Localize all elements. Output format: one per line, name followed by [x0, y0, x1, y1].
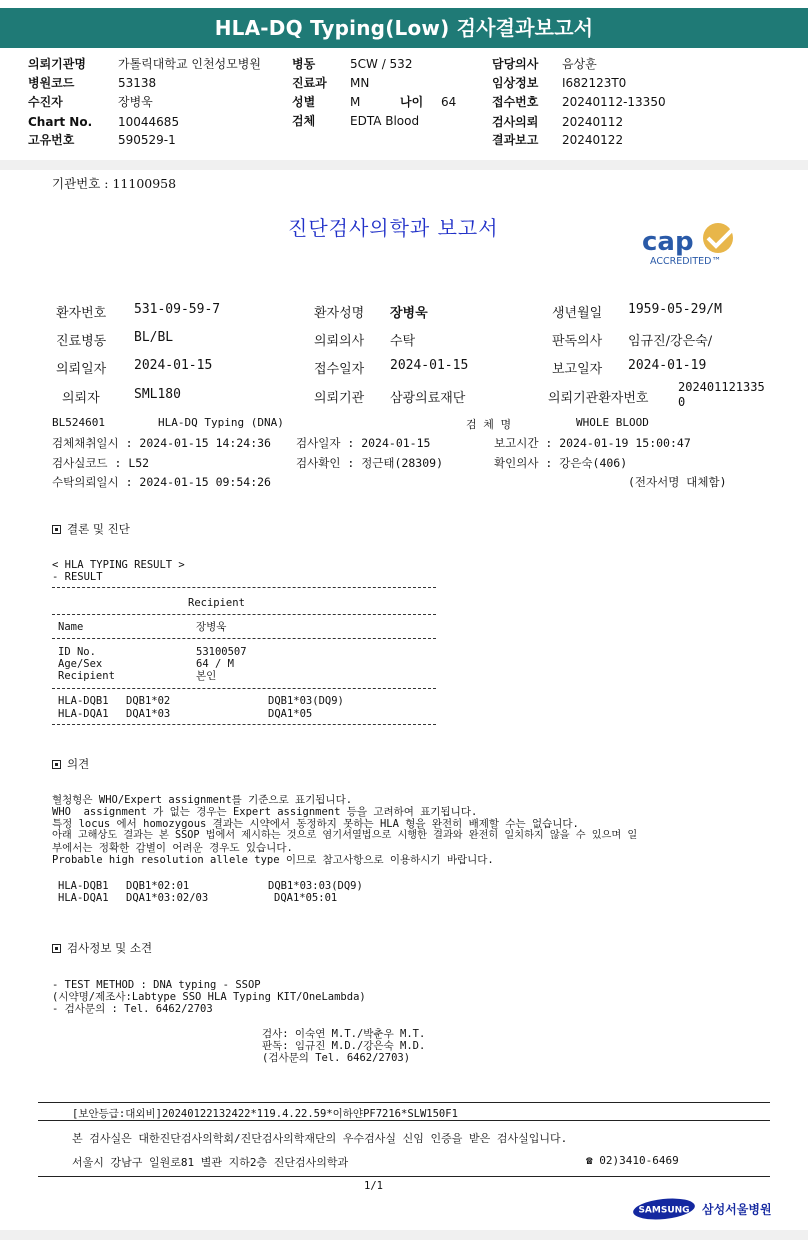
signer-line: (검사문의 Tel. 6462/2703) [262, 1052, 411, 1064]
patient-label: 의뢰기관환자번호 [548, 391, 649, 406]
section-bullet-icon [52, 525, 61, 534]
allele-2: DQB1*03:03(DQ9) [268, 880, 363, 892]
header-label: 결과보고 [492, 133, 539, 147]
lab-phone: ☎ 02)3410-6469 [586, 1154, 679, 1167]
method-line: (시약명/제조사:Labtype SSO HLA Typing KIT/OneLambda) [52, 991, 366, 1003]
header-label: 검체 [292, 114, 316, 128]
header-label: 접수번호 [492, 95, 539, 109]
id-label: ID No. [58, 646, 96, 658]
opinion-line: 아래 고해상도 결과는 본 SSOP 법에서 제시하는 것으로 염기서열법으로 시행한 결과와 완전히 일치하지 않을 수 있으며 일 [52, 830, 638, 841]
patient-label: 환자번호 [56, 306, 107, 321]
table-divider [52, 614, 436, 615]
section-heading-opinion [52, 756, 89, 772]
section-heading-conclusion [52, 521, 130, 537]
locus-label: HLA-DQB1 [58, 880, 109, 892]
method-line: - TEST METHOD : DNA typing - SSOP [52, 979, 261, 991]
header-value: 10044685 [118, 115, 180, 129]
header-label: 병동 [292, 57, 316, 71]
section-heading-label: 검사정보 및 소견 [67, 941, 153, 955]
signer-line: 검사: 이숙연 M.T./박춘우 M.T. [262, 1028, 426, 1040]
header-value: 20240122 [562, 133, 624, 147]
specimen-value: WHOLE BLOOD [576, 416, 649, 429]
opinion-line: 특정 locus 에서 homozygous 결과는 시약에서 동정하지 못하는 HLA 형을 완전히 배제할 수는 없습니다. [52, 818, 579, 830]
header-label: 진료과 [292, 76, 327, 90]
patient-label: 보고일자 [552, 362, 603, 377]
section-heading-test-info [52, 940, 152, 956]
name-label: Name [58, 621, 84, 633]
name-value: 장병욱 [196, 621, 227, 633]
header-value: 음상훈 [562, 57, 597, 71]
header-label: 병원코드 [28, 76, 75, 90]
table-divider [52, 688, 436, 689]
patient-label: 의뢰일자 [56, 362, 107, 377]
lab-code: 검사실코드 : L52 [52, 456, 150, 470]
header-value: M [350, 95, 361, 109]
opinion-line: WHO assignment 가 없는 경우는 Expert assignment 등을 고려하여 표기됩니다. [52, 806, 478, 818]
id-value: 53100507 [196, 646, 247, 658]
header-label: 나이 [400, 95, 424, 109]
signer-line: 판독: 임규진 M.D./강은숙 M.D. [262, 1040, 426, 1052]
footer-rule [38, 1176, 770, 1177]
section-bullet-icon [52, 760, 61, 769]
result-title: < HLA TYPING RESULT > [52, 559, 185, 571]
patient-value: BL/BL [134, 330, 174, 345]
table-divider [52, 724, 436, 725]
header-value: 590529-1 [118, 133, 176, 147]
header-value: 5CW / 532 [350, 57, 413, 71]
allele-1: DQA1*03:02/03 [126, 892, 209, 904]
locus-label: HLA-DQA1 [58, 892, 109, 904]
patient-label: 환자성명 [314, 306, 365, 321]
patient-label: 생년월일 [552, 306, 603, 321]
cap-logo-text: cap [642, 227, 694, 257]
header-value: 장병욱 [118, 95, 153, 109]
header-value: 53138 [118, 76, 157, 90]
referral-time: 수탁의뢰일시 : 2024-01-15 09:54:26 [52, 475, 271, 489]
section-heading-label: 의견 [67, 757, 90, 771]
samsung-brand-text: SAMSUNG [638, 1205, 690, 1216]
patient-value: 531-09-59-7 [134, 302, 221, 317]
agesex-value: 64 / M [196, 658, 234, 670]
header-value: I682123T0 [562, 76, 627, 90]
security-line: [보안등급:대외비]20240122132422*119.4.22.59*이하얀PF7216*SLW150F1 [72, 1108, 458, 1120]
hospital-name-text: 삼성서울병원 [702, 1202, 772, 1217]
header-value: 20240112-13350 [562, 95, 666, 109]
patient-value: 임규진/강은숙/ [628, 334, 713, 349]
header-value: 64 [441, 95, 457, 109]
patient-value: 2024-01-15 [390, 358, 469, 373]
allele-1: DQB1*02:01 [126, 880, 190, 892]
header-label: 수진자 [28, 95, 63, 109]
report-title-bar: HLA-DQ Typing(Low) 검사결과보고서 [0, 8, 808, 48]
header-label: 담당의사 [492, 57, 539, 71]
cap-logo-subtext: ACCREDITED™ [650, 256, 721, 267]
report-title: 진단검사의학과 보고서 [288, 216, 499, 240]
header-label: 의뢰기관명 [28, 57, 86, 71]
section-bullet-icon [52, 944, 61, 953]
page-number: 1/1 [364, 1180, 383, 1192]
patient-value: 삼광의료재단 [390, 391, 466, 406]
table-divider [52, 587, 436, 588]
footer-rule [38, 1102, 770, 1103]
recipient-header: Recipient [188, 597, 245, 609]
allele-1: DQB1*02 [126, 695, 171, 707]
allele-2: DQB1*03(DQ9) [268, 695, 344, 707]
patient-value: 202401121335 [678, 380, 765, 394]
header-value: EDTA Blood [350, 114, 420, 128]
section-heading-label: 결론 및 진단 [67, 522, 130, 536]
opinion-line: 부에서는 정확한 감별이 어려운 경우도 있습니다. [52, 842, 293, 854]
test-name: HLA-DQ Typing (DNA) [158, 416, 284, 429]
patient-label: 접수일자 [314, 362, 365, 377]
header-label: 검사의뢰 [492, 115, 539, 129]
specimen-label: 검 체 명 [466, 418, 512, 431]
collection-time: 검체채취일시 : 2024-01-15 14:24:36 [52, 436, 271, 450]
samsung-hospital-logo [632, 1196, 772, 1222]
confirm-doctor: 확인의사 : 강은숙(406) [494, 456, 628, 470]
footer-rule [38, 1120, 770, 1121]
lab-address: 서울시 강남구 일원로81 별관 지하2층 진단검사의학과 [72, 1156, 349, 1169]
test-code: BL524601 [52, 416, 105, 429]
header-label: 성별 [292, 95, 316, 109]
cap-accredited-logo [640, 220, 750, 270]
opinion-line: 혈청형은 WHO/Expert assignment를 기준으로 표기됩니다. [52, 794, 353, 806]
allele-2: DQA1*05:01 [274, 892, 338, 904]
patient-value: 장병욱 [390, 306, 428, 321]
patient-value-continued: 0 [678, 395, 686, 409]
bottom-separator [0, 1230, 808, 1240]
patient-label: 의뢰의사 [314, 334, 365, 349]
scanned-report [0, 170, 808, 1230]
e-signature-note: (전자서명 대체함) [628, 475, 727, 489]
header-label: 고유번호 [28, 133, 75, 147]
patient-value: 2024-01-15 [134, 358, 213, 373]
recipient-value: 본인 [196, 670, 217, 682]
test-confirm: 검사확인 : 정근태(28309) [296, 456, 443, 470]
patient-value: 1959-05-29/M [628, 302, 722, 317]
patient-value: SML180 [134, 387, 181, 402]
recipient-label: Recipient [58, 670, 115, 682]
opinion-line: Probable high resolution allele type 이므로 참고사항으로 이용하시기 바랍니다. [52, 854, 494, 866]
header-value: 20240112 [562, 115, 624, 129]
certification-note: 본 검사실은 대한진단검사의학회/진단검사의학재단의 우수검사실 신임 인증을 받은 검사실입니다. [72, 1132, 568, 1145]
patient-label: 판독의사 [552, 334, 603, 349]
locus-label: HLA-DQA1 [58, 708, 109, 720]
allele-2: DQA1*05 [268, 708, 313, 720]
header-separator [0, 160, 808, 170]
patient-label: 진료병동 [56, 334, 107, 349]
allele-1: DQA1*03 [126, 708, 171, 720]
method-line: - 검사문의 : Tel. 6462/2703 [52, 1003, 213, 1015]
header-label: Chart No. [28, 115, 93, 129]
patient-value: 수탁 [390, 334, 416, 349]
header-value: MN [350, 76, 370, 90]
locus-label: HLA-DQB1 [58, 695, 109, 707]
report-time: 보고시간 : 2024-01-19 15:00:47 [494, 436, 691, 450]
patient-label: 의뢰기관 [314, 391, 365, 406]
result-subtitle: - RESULT [52, 571, 103, 583]
agesex-label: Age/Sex [58, 658, 103, 670]
header-value: 가톨릭대학교 인천성모병원 [118, 57, 261, 71]
patient-value: 2024-01-19 [628, 358, 707, 373]
patient-label: 의뢰자 [62, 391, 100, 406]
test-date: 검사일자 : 2024-01-15 [296, 436, 431, 450]
table-divider [52, 638, 436, 639]
institution-number: 기관번호 : 11100958 [52, 176, 177, 191]
header-label: 임상정보 [492, 76, 539, 90]
